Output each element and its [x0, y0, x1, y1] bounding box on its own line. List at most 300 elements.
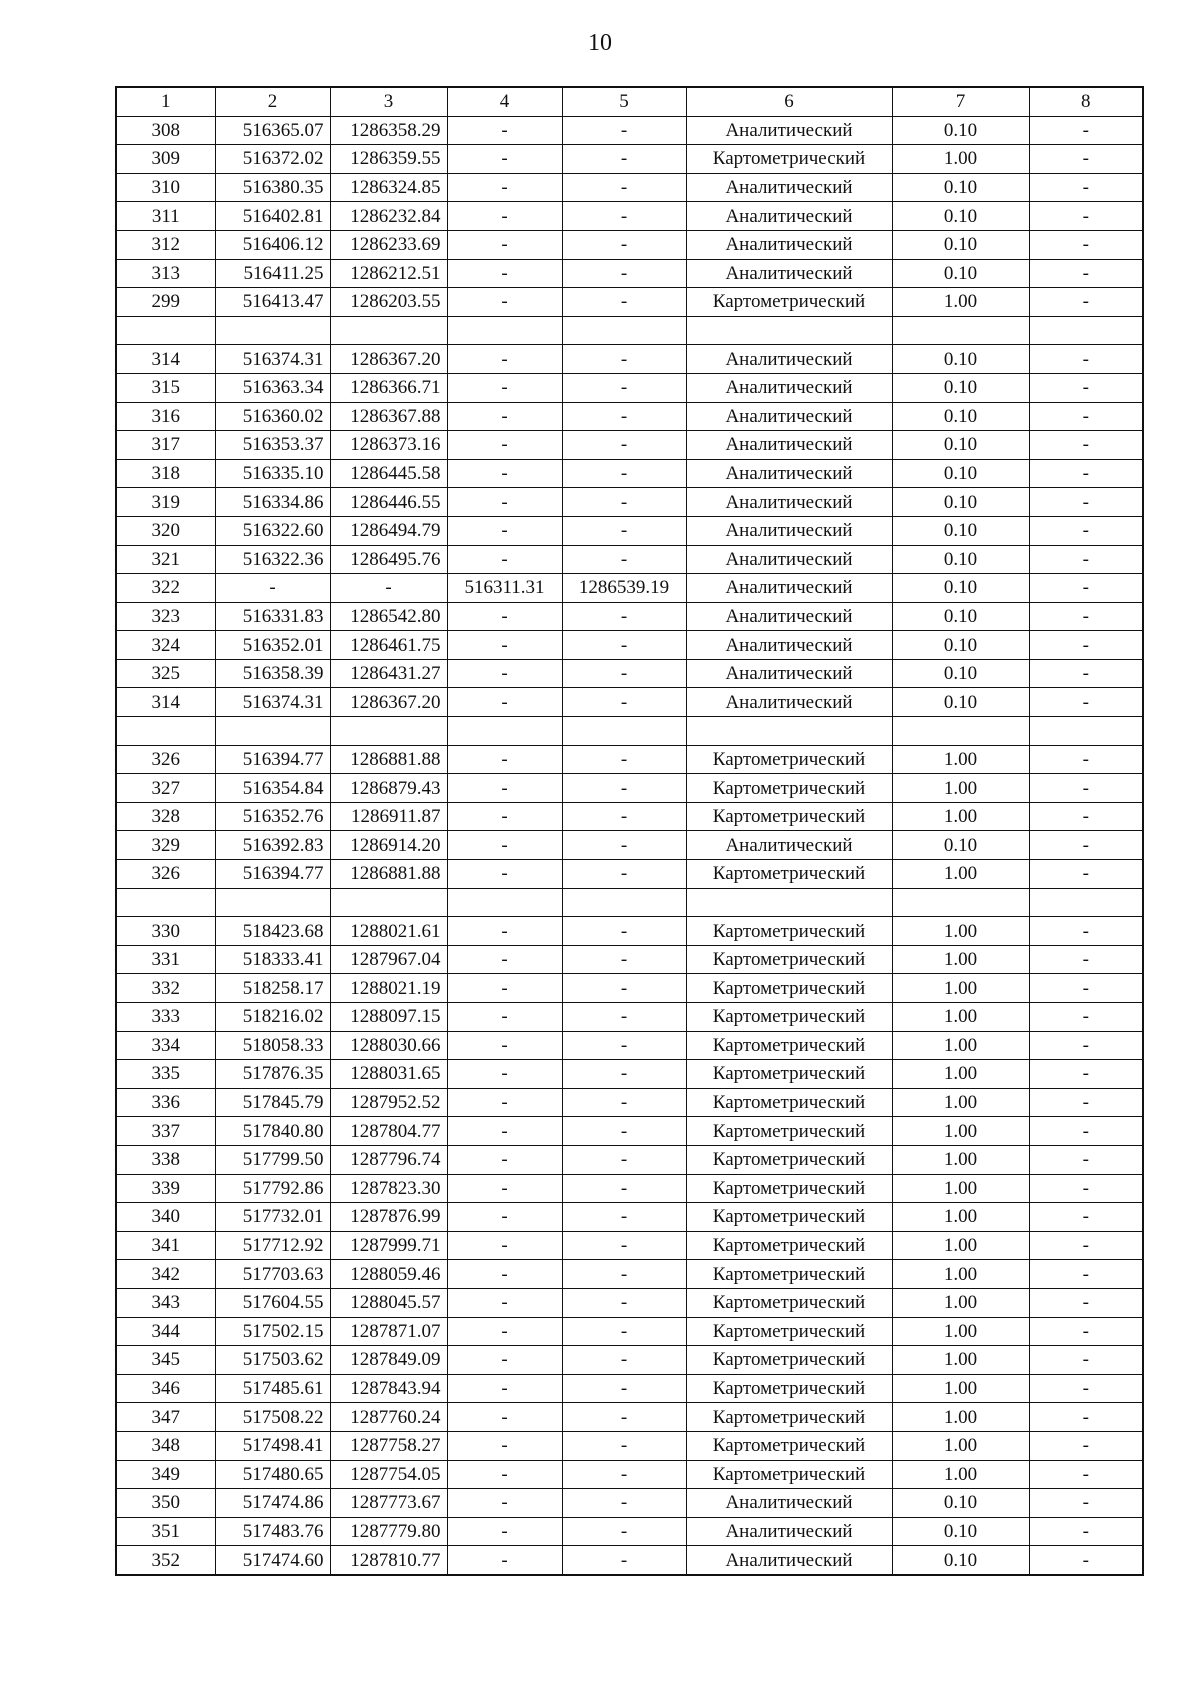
table-cell: - [447, 1203, 562, 1232]
table-cell: Картометрический [686, 917, 892, 946]
table-row [116, 1203, 1143, 1232]
table-cell: 517503.62 [215, 1346, 330, 1375]
table-row [116, 1317, 1143, 1346]
table-cell: Картометрический [686, 1346, 892, 1375]
table-cell: - [562, 1174, 686, 1203]
table-cell: 1288059.46 [330, 1260, 447, 1289]
table-cell: - [562, 1088, 686, 1117]
table-cell: 516380.35 [215, 173, 330, 202]
table-cell: Картометрический [686, 802, 892, 831]
table-cell: - [447, 345, 562, 374]
table-row [116, 1088, 1143, 1117]
table-cell: Картометрический [686, 860, 892, 889]
table-cell: 1286373.16 [330, 431, 447, 460]
table-cell: 516322.60 [215, 516, 330, 545]
table-cell: 1286367.88 [330, 402, 447, 431]
table-cell: Картометрический [686, 1260, 892, 1289]
table-cell: 0.10 [892, 402, 1029, 431]
table-cell: 1287754.05 [330, 1460, 447, 1489]
table-cell: - [562, 860, 686, 889]
table-cell: 517508.22 [215, 1403, 330, 1432]
table-cell: 0.10 [892, 545, 1029, 574]
table-row [116, 259, 1143, 288]
table-cell: Картометрический [686, 1203, 892, 1232]
table-row [116, 402, 1143, 431]
table-cell: - [447, 459, 562, 488]
table-cell: 0.10 [892, 230, 1029, 259]
table-cell: Картометрический [686, 145, 892, 174]
table-cell: - [1029, 1517, 1143, 1546]
table-cell: 0.10 [892, 345, 1029, 374]
table-cell: - [447, 431, 562, 460]
table-cell [330, 316, 447, 345]
table-row [116, 745, 1143, 774]
table-cell: - [562, 259, 686, 288]
table-cell: Аналитический [686, 173, 892, 202]
table-cell: - [1029, 373, 1143, 402]
table-cell: - [562, 1546, 686, 1575]
table-row [116, 659, 1143, 688]
table-cell: Аналитический [686, 1546, 892, 1575]
table-cell: 340 [116, 1203, 215, 1232]
table-cell: 0.10 [892, 602, 1029, 631]
table-cell: 332 [116, 974, 215, 1003]
table-row [116, 516, 1143, 545]
table-cell: 0.10 [892, 516, 1029, 545]
table-cell: Картометрический [686, 945, 892, 974]
table-cell: 1.00 [892, 1060, 1029, 1089]
table-cell: Аналитический [686, 202, 892, 231]
table-cell: 1.00 [892, 1003, 1029, 1032]
table-cell [1029, 717, 1143, 746]
table-row [116, 831, 1143, 860]
table-cell: - [562, 1203, 686, 1232]
table-cell: - [447, 1489, 562, 1518]
table-cell: - [447, 145, 562, 174]
table-cell [330, 888, 447, 917]
table-cell: - [1029, 574, 1143, 603]
table-cell: 334 [116, 1031, 215, 1060]
table-cell: - [447, 802, 562, 831]
table-cell: - [1029, 945, 1143, 974]
table-cell [215, 888, 330, 917]
table-cell: 516394.77 [215, 745, 330, 774]
table-cell: - [447, 1374, 562, 1403]
table-cell: 1.00 [892, 1117, 1029, 1146]
table-cell: 516394.77 [215, 860, 330, 889]
table-row [116, 230, 1143, 259]
table-cell: - [1029, 1288, 1143, 1317]
table-cell: 341 [116, 1231, 215, 1260]
table-cell: 325 [116, 659, 215, 688]
table-cell: 0.10 [892, 373, 1029, 402]
table-cell: 518058.33 [215, 1031, 330, 1060]
table-cell: - [562, 116, 686, 145]
table-cell: - [562, 1231, 686, 1260]
table-cell [330, 717, 447, 746]
table-cell: - [1029, 1403, 1143, 1432]
table-cell: - [447, 945, 562, 974]
table-cell: - [562, 917, 686, 946]
table-row [116, 288, 1143, 317]
table-cell: Аналитический [686, 574, 892, 603]
table-row [116, 1374, 1143, 1403]
table-cell: Аналитический [686, 345, 892, 374]
table-cell: - [1029, 345, 1143, 374]
table-cell: Картометрический [686, 1231, 892, 1260]
table-cell: - [447, 602, 562, 631]
table-cell: - [1029, 631, 1143, 660]
table-cell: 1.00 [892, 1174, 1029, 1203]
page-number: 10 [588, 30, 612, 56]
table-cell: - [447, 1260, 562, 1289]
table-cell: 1.00 [892, 1231, 1029, 1260]
table-row [116, 1174, 1143, 1203]
table-row [116, 459, 1143, 488]
table-cell [562, 888, 686, 917]
table-cell: - [447, 1288, 562, 1317]
table-cell: Аналитический [686, 516, 892, 545]
table-cell: 516353.37 [215, 431, 330, 460]
table-cell: - [1029, 1003, 1143, 1032]
table-cell: - [1029, 202, 1143, 231]
table-cell [447, 717, 562, 746]
table-cell: - [562, 631, 686, 660]
table-cell: 1.00 [892, 1431, 1029, 1460]
table-cell: - [1029, 116, 1143, 145]
table-cell: - [1029, 259, 1143, 288]
table-cell: 517604.55 [215, 1288, 330, 1317]
table-cell: - [1029, 831, 1143, 860]
table-cell: 349 [116, 1460, 215, 1489]
table-cell: 1287999.71 [330, 1231, 447, 1260]
table-cell: 1.00 [892, 860, 1029, 889]
table-cell [892, 316, 1029, 345]
table-cell: - [562, 402, 686, 431]
table-cell: 516352.01 [215, 631, 330, 660]
table-cell: - [562, 1260, 686, 1289]
table-cell: 1286495.76 [330, 545, 447, 574]
table-cell: 517474.60 [215, 1546, 330, 1575]
table-cell: 317 [116, 431, 215, 460]
table-cell: 313 [116, 259, 215, 288]
table-cell: - [447, 173, 562, 202]
table-row [116, 431, 1143, 460]
table-cell: Аналитический [686, 402, 892, 431]
table-cell: Аналитический [686, 602, 892, 631]
table-cell [215, 316, 330, 345]
table-cell: Картометрический [686, 1145, 892, 1174]
table-cell: 516374.31 [215, 688, 330, 717]
table-cell: 517876.35 [215, 1060, 330, 1089]
table-cell: 323 [116, 602, 215, 631]
table-cell: 351 [116, 1517, 215, 1546]
table-cell: Аналитический [686, 631, 892, 660]
table-cell: 518258.17 [215, 974, 330, 1003]
table-cell: 1287849.09 [330, 1346, 447, 1375]
table-cell: 1286232.84 [330, 202, 447, 231]
table-cell: - [447, 917, 562, 946]
table-cell: 517474.86 [215, 1489, 330, 1518]
table-cell: 1287796.74 [330, 1145, 447, 1174]
table-cell: 1286914.20 [330, 831, 447, 860]
table-cell: 517732.01 [215, 1203, 330, 1232]
table-cell: 1288097.15 [330, 1003, 447, 1032]
table-cell: 339 [116, 1174, 215, 1203]
table-cell: - [215, 574, 330, 603]
table-cell: - [447, 288, 562, 317]
table-cell: - [447, 1431, 562, 1460]
table-cell: 0.10 [892, 488, 1029, 517]
table-cell: 516402.81 [215, 202, 330, 231]
table-cell: 299 [116, 288, 215, 317]
table-cell: 328 [116, 802, 215, 831]
table-cell: - [1029, 602, 1143, 631]
table-cell: - [562, 516, 686, 545]
table-cell: 1286881.88 [330, 745, 447, 774]
table-cell: - [1029, 1489, 1143, 1518]
table-cell: 1286542.80 [330, 602, 447, 631]
table-cell: 1286358.29 [330, 116, 447, 145]
table-cell: Картометрический [686, 974, 892, 1003]
table-cell: 1.00 [892, 802, 1029, 831]
table-cell: 517845.79 [215, 1088, 330, 1117]
table-cell: Картометрический [686, 1174, 892, 1203]
table-cell: 336 [116, 1088, 215, 1117]
table-row [116, 373, 1143, 402]
table-cell: 518423.68 [215, 917, 330, 946]
table-cell: - [562, 145, 686, 174]
table-cell: - [562, 488, 686, 517]
table-cell: - [447, 373, 562, 402]
table-cell: 517792.86 [215, 1174, 330, 1203]
table-cell: - [562, 431, 686, 460]
table-row [116, 917, 1143, 946]
table-cell: Картометрический [686, 1060, 892, 1089]
table-cell: - [562, 602, 686, 631]
table-cell: - [1029, 488, 1143, 517]
table-cell: - [562, 659, 686, 688]
table-cell: 1.00 [892, 1403, 1029, 1432]
table-cell: 344 [116, 1317, 215, 1346]
table-cell [215, 717, 330, 746]
table-cell: 329 [116, 831, 215, 860]
coordinates-table [115, 86, 1144, 1576]
table-cell: - [1029, 516, 1143, 545]
separator-row [116, 316, 1143, 345]
table-row [116, 1145, 1143, 1174]
table-cell: - [1029, 860, 1143, 889]
table-cell: Картометрический [686, 288, 892, 317]
table-cell: Картометрический [686, 1431, 892, 1460]
table-cell: - [562, 373, 686, 402]
table-cell: Аналитический [686, 688, 892, 717]
table-cell: - [1029, 1088, 1143, 1117]
table-cell: - [447, 659, 562, 688]
table-cell: - [1029, 1203, 1143, 1232]
table-cell: - [447, 545, 562, 574]
table-cell: 1286431.27 [330, 659, 447, 688]
table-cell: - [562, 974, 686, 1003]
table-cell: - [447, 831, 562, 860]
table-cell: - [447, 402, 562, 431]
table-cell: 1286359.55 [330, 145, 447, 174]
table-cell: 338 [116, 1145, 215, 1174]
table-cell: 1.00 [892, 1317, 1029, 1346]
table-cell: - [447, 1003, 562, 1032]
table-cell: - [562, 1031, 686, 1060]
table-cell: 345 [116, 1346, 215, 1375]
table-cell: Картометрический [686, 1088, 892, 1117]
table-cell: 517480.65 [215, 1460, 330, 1489]
table-row [116, 173, 1143, 202]
table-cell: 1.00 [892, 774, 1029, 803]
table-row [116, 1231, 1143, 1260]
table-row [116, 545, 1143, 574]
table-cell: 0.10 [892, 688, 1029, 717]
table-cell: 311 [116, 202, 215, 231]
table-row [116, 1031, 1143, 1060]
table-cell: 1286911.87 [330, 802, 447, 831]
table-cell: 1288045.57 [330, 1288, 447, 1317]
table-cell: - [447, 688, 562, 717]
table-cell [1029, 888, 1143, 917]
table-cell: 1288030.66 [330, 1031, 447, 1060]
table-cell: - [447, 259, 562, 288]
table-cell: 1286879.43 [330, 774, 447, 803]
table-cell: Картометрический [686, 1117, 892, 1146]
table-cell [892, 888, 1029, 917]
table-cell: - [1029, 1174, 1143, 1203]
table-cell: 516354.84 [215, 774, 330, 803]
table-cell: 324 [116, 631, 215, 660]
table-cell: - [562, 1060, 686, 1089]
table-cell: Картометрический [686, 745, 892, 774]
table-cell [892, 717, 1029, 746]
table-cell: 1.00 [892, 145, 1029, 174]
table-row [116, 974, 1143, 1003]
column-header-2: 2 [215, 87, 330, 116]
table-cell: - [1029, 1431, 1143, 1460]
table-row [116, 488, 1143, 517]
table-row [116, 688, 1143, 717]
table-cell: - [562, 688, 686, 717]
table-row [116, 802, 1143, 831]
table-cell: 0.10 [892, 1546, 1029, 1575]
table-cell [686, 717, 892, 746]
table-row [116, 202, 1143, 231]
table-cell: - [562, 1117, 686, 1146]
table-cell [686, 316, 892, 345]
table-cell: - [562, 1346, 686, 1375]
table-cell: 320 [116, 516, 215, 545]
table-cell: - [1029, 230, 1143, 259]
table-cell: 309 [116, 145, 215, 174]
table-cell: - [1029, 1317, 1143, 1346]
table-cell: 1286367.20 [330, 345, 447, 374]
table-cell: Картометрический [686, 1374, 892, 1403]
table-cell: - [447, 1174, 562, 1203]
table-cell: - [447, 974, 562, 1003]
table-cell: 1.00 [892, 1374, 1029, 1403]
table-cell: 1.00 [892, 917, 1029, 946]
table-cell: 1.00 [892, 1088, 1029, 1117]
table-cell: 318 [116, 459, 215, 488]
table-cell: - [447, 1088, 562, 1117]
table-cell: 516331.83 [215, 602, 330, 631]
table-cell: - [447, 631, 562, 660]
table-cell: Аналитический [686, 545, 892, 574]
table-cell: 516374.31 [215, 345, 330, 374]
table-cell: 516372.02 [215, 145, 330, 174]
table-row [116, 1460, 1143, 1489]
table-cell: Картометрический [686, 1031, 892, 1060]
table-cell: 330 [116, 917, 215, 946]
table-cell: 1.00 [892, 1260, 1029, 1289]
table-cell: 1287760.24 [330, 1403, 447, 1432]
table-cell: 516352.76 [215, 802, 330, 831]
column-header-5: 5 [562, 87, 686, 116]
table-cell: - [562, 1517, 686, 1546]
table-cell: - [447, 202, 562, 231]
table-cell: - [1029, 1346, 1143, 1375]
table-row [116, 574, 1143, 603]
table-cell: - [1029, 1260, 1143, 1289]
table-cell: 1288031.65 [330, 1060, 447, 1089]
table-cell: - [447, 1060, 562, 1089]
table-cell: - [1029, 545, 1143, 574]
table-cell: 0.10 [892, 1489, 1029, 1518]
table-cell: - [1029, 173, 1143, 202]
table-cell: 0.10 [892, 431, 1029, 460]
table-cell [116, 316, 215, 345]
table-cell: 516335.10 [215, 459, 330, 488]
table-cell: - [562, 1403, 686, 1432]
table-row [116, 1117, 1143, 1146]
column-header-4: 4 [447, 87, 562, 116]
table-cell: 1286539.19 [562, 574, 686, 603]
table-row [116, 116, 1143, 145]
table-cell: 326 [116, 745, 215, 774]
table-cell: 331 [116, 945, 215, 974]
table-cell: 337 [116, 1117, 215, 1146]
separator-row [116, 888, 1143, 917]
table-row [116, 774, 1143, 803]
table-cell: 516411.25 [215, 259, 330, 288]
table-cell [116, 888, 215, 917]
table-cell: 0.10 [892, 1517, 1029, 1546]
table-cell: - [447, 1231, 562, 1260]
table-cell [686, 888, 892, 917]
table-cell: 0.10 [892, 116, 1029, 145]
table-cell: - [562, 545, 686, 574]
table-row [116, 1003, 1143, 1032]
table-cell: 315 [116, 373, 215, 402]
table-cell: 314 [116, 345, 215, 374]
table-cell: - [1029, 659, 1143, 688]
table-cell: 346 [116, 1374, 215, 1403]
separator-row [116, 717, 1143, 746]
table-cell: 516360.02 [215, 402, 330, 431]
column-header-6: 6 [686, 87, 892, 116]
table-cell: - [562, 345, 686, 374]
table-cell: - [447, 1117, 562, 1146]
table-row [116, 1288, 1143, 1317]
table-cell: - [1029, 1374, 1143, 1403]
table-cell: 516358.39 [215, 659, 330, 688]
table-cell: - [447, 774, 562, 803]
table-cell: 335 [116, 1060, 215, 1089]
